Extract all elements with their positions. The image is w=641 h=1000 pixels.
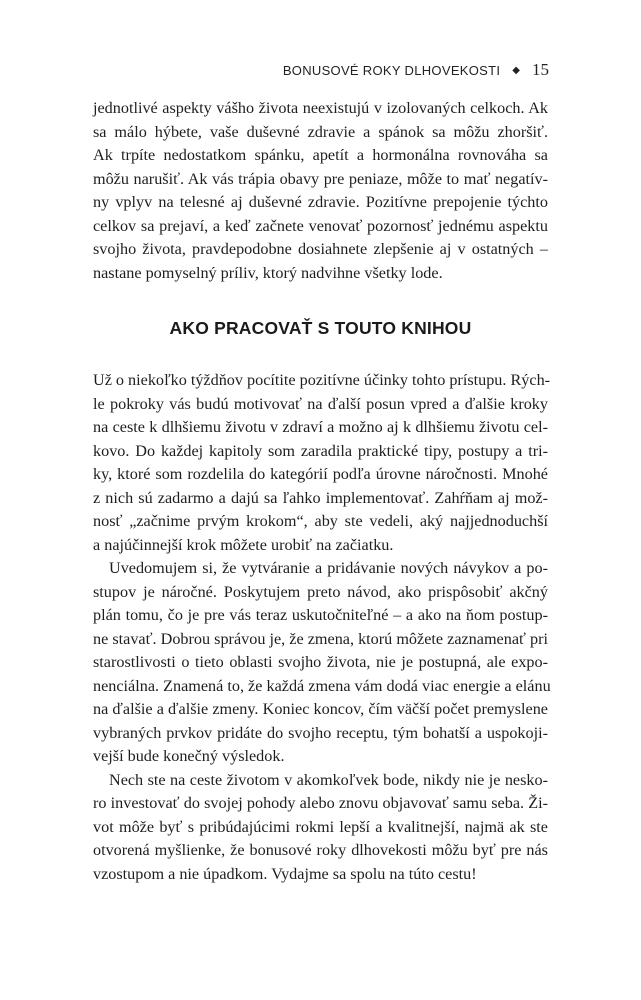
text-line: a najúčinnejší krok môžete urobiť na začiatku. bbox=[93, 535, 394, 554]
section-body bbox=[93, 369, 551, 886]
text-line: sa málo hýbete, vaše duševné zdravie a spánok sa môžu zhoršiť. bbox=[93, 122, 548, 141]
paragraph-2 bbox=[93, 557, 551, 769]
text-line: vzostupom a nie úpadkom. Vydajme sa spolu na túto cestu! bbox=[93, 864, 477, 883]
text-line: starostlivosti o tieto oblasti svojho života, nie je postupná, ale expo- bbox=[93, 653, 548, 671]
running-head-title: BONUSOVÉ ROKY DLHOVEKOSTI bbox=[282, 62, 501, 78]
text-line: nastane pomyselný príliv, ktorý nadvihne všetky lode. bbox=[93, 263, 443, 282]
text-line: môžu narušiť. Ak vás trápia obavy pre peniaze, môže to mať negatív- bbox=[93, 169, 548, 188]
text-line: ny vplyv na telesné aj duševné zdravie. Pozitívne prepojenie týchto bbox=[93, 193, 548, 211]
text-line: vybraných prvkov pridáte do svojho receptu, tým bohatší a uspokoji- bbox=[93, 723, 548, 742]
paragraph-1 bbox=[93, 369, 551, 557]
text-line: na ceste k dlhšiemu životu v zdraví a možno aj k dlhšiemu životu cel- bbox=[93, 418, 548, 436]
page-number: 15 bbox=[532, 60, 549, 79]
text-line: ne stavať. Dobrou správou je, že zmena, ktorú môžete zaznamenať pri bbox=[93, 629, 548, 648]
text-line: Už o niekoľko týždňov pocítite pozitívne účinky tohto prístupu. Rých- bbox=[93, 371, 551, 389]
text-line: Ak trpíte nedostatkom spánku, apetít a hormonálna rovnováha sa bbox=[93, 146, 548, 164]
text-line: otvorená myšlienke, že bonusové roky dlhovekosti môžu byť pre nás bbox=[93, 841, 548, 859]
paragraph-intro-continuation bbox=[93, 97, 548, 285]
text-line: le pokroky vás budú motivovať na ďalší posun vpred a ďalšie kroky bbox=[93, 394, 548, 413]
text-line: nosť „začnime prvým krokom“, aby ste vedeli, aký najjednoduchší bbox=[93, 512, 548, 530]
paragraph-3 bbox=[93, 769, 548, 887]
text-line: stupov je náročné. Poskytujem preto návod, ako prispôsobiť akčný bbox=[93, 582, 548, 601]
text-line: plán tomu, čo je pre vás teraz uskutočniteľné – a ako na ňom postup- bbox=[93, 606, 548, 624]
text-line: nenciálna. Znamená to, že každá zmena vám dodá viac energie a elánu bbox=[93, 676, 551, 695]
text-line: svojho života, pravdepodobne dosiahnete zlepšenie aj v ostatných – bbox=[93, 240, 548, 258]
diamond-separator-icon: ◆ bbox=[512, 64, 520, 76]
text-line: jednotlivé aspekty vášho života neexistujú v izolovaných celkoch. Ak bbox=[93, 99, 548, 117]
text-line: kovo. Do každej kapitoly som zaradila praktické tipy, postupy a tri- bbox=[93, 441, 548, 460]
text-line: na ďalšie a ďalšie zmeny. Koniec koncov, čím väčší počet premyslene bbox=[93, 700, 548, 718]
text-line: z nich sú zadarmo a dajú sa ľahko implementovať. Zahŕňam aj mož- bbox=[93, 488, 548, 507]
running-head bbox=[283, 60, 549, 80]
text-line: Nech ste na ceste životom v akomkoľvek bode, nikdy nie je nesko- bbox=[109, 770, 548, 789]
text-line: vot môže byť s pribúdajúcimi rokmi lepší a kvalitnejší, najmä ak ste bbox=[93, 817, 548, 836]
text-line: celkov sa prejaví, a keď začnete venovať pozornosť jednému aspektu bbox=[93, 216, 548, 235]
section-heading: AKO PRACOVAŤ S TOUTO KNIHOU bbox=[169, 318, 472, 338]
text-line: Uvedomujem si, že vytváranie a pridávanie nových návykov a po- bbox=[109, 559, 548, 577]
text-line: ky, ktoré som rozdelila do kategórií podľa úrovne náročnosti. Mnohé bbox=[93, 465, 548, 483]
text-line: ro investovať do svojej pohody alebo znovu objavovať samu seba. Ži- bbox=[93, 794, 548, 812]
text-line: vejší bude konečný výsledok. bbox=[93, 747, 285, 765]
